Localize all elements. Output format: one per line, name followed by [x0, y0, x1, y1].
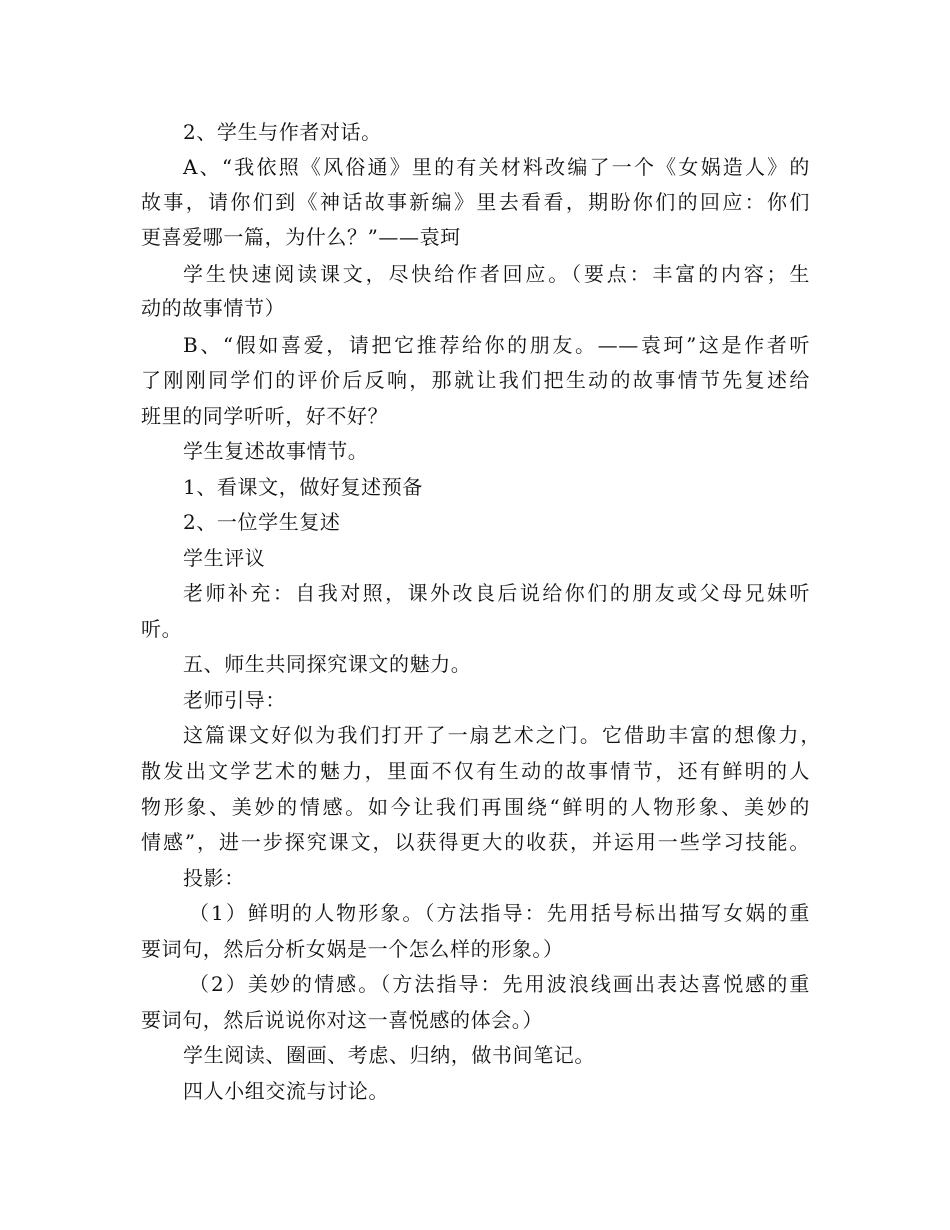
text-line: 1、看课文，做好复述预备	[183, 475, 423, 499]
text-line: 老师引导：	[183, 688, 286, 712]
text-line: 听。	[141, 617, 183, 641]
text-line: 学生阅读、圈画、考虑、归纳，做书间笔记。	[183, 1043, 595, 1067]
text-line: 了刚刚同学们的评价后反响，那就让我们把生动的故事情节先复述给	[141, 368, 810, 392]
text-line: （2）美妙的情感。（方法指导：先用波浪线画出表达喜悦感的重	[189, 972, 810, 996]
text-line: A、“我依照《风俗通》里的有关材料改编了一个《女娲造人》的	[183, 155, 810, 179]
text-line: 动的故事情节）	[141, 296, 286, 320]
text-line: 班里的同学听听，好不好？	[141, 404, 389, 428]
text-line: （1）鲜明的人物形象。（方法指导：先用括号标出描写女娲的重	[189, 901, 810, 925]
text-line: 学生评议	[183, 546, 266, 570]
text-line: 2、学生与作者对话。	[183, 120, 382, 144]
text-line: 散发出文学艺术的魅力，里面不仅有生动的故事情节，还有鲜明的人	[141, 759, 810, 783]
text-line: 更喜爱哪一篇，为什么？”——袁珂	[141, 225, 461, 249]
text-line: 2、一位学生复述	[183, 510, 341, 534]
text-line: 这篇课文好似为我们打开了一扇艺术之门。它借助丰富的想像力，	[183, 723, 821, 747]
text-line: 物形象、美妙的情感。如今让我们再围绕“鲜明的人物形象、美妙的	[141, 795, 810, 819]
text-line: 学生快速阅读课文，尽快给作者回应。（要点：丰富的内容；生	[183, 262, 810, 286]
text-line: 五、师生共同探究课文的魅力。	[183, 652, 472, 676]
text-line: B、“假如喜爱，请把它推荐给你的朋友。——袁珂”这是作者听	[183, 333, 810, 357]
text-line: 情感”，进一步探究课文，以获得更大的收获，并运用一些学习技能。	[141, 830, 810, 854]
text-line: 投影：	[183, 866, 245, 890]
text-line: 要词句，然后说说你对这一喜悦感的体会。）	[141, 1008, 543, 1032]
text-line: 学生复述故事情节。	[183, 439, 369, 463]
text-line: 四人小组交流与讨论。	[183, 1079, 389, 1103]
text-line: 故事，请你们到《神话故事新编》里去看看，期盼你们的回应：你们	[141, 190, 810, 214]
text-line: 老师补充：自我对照，课外改良后说给你们的朋友或父母兄妹听	[183, 581, 810, 605]
text-line: 要词句，然后分析女娲是一个怎么样的形象。）	[141, 937, 564, 961]
